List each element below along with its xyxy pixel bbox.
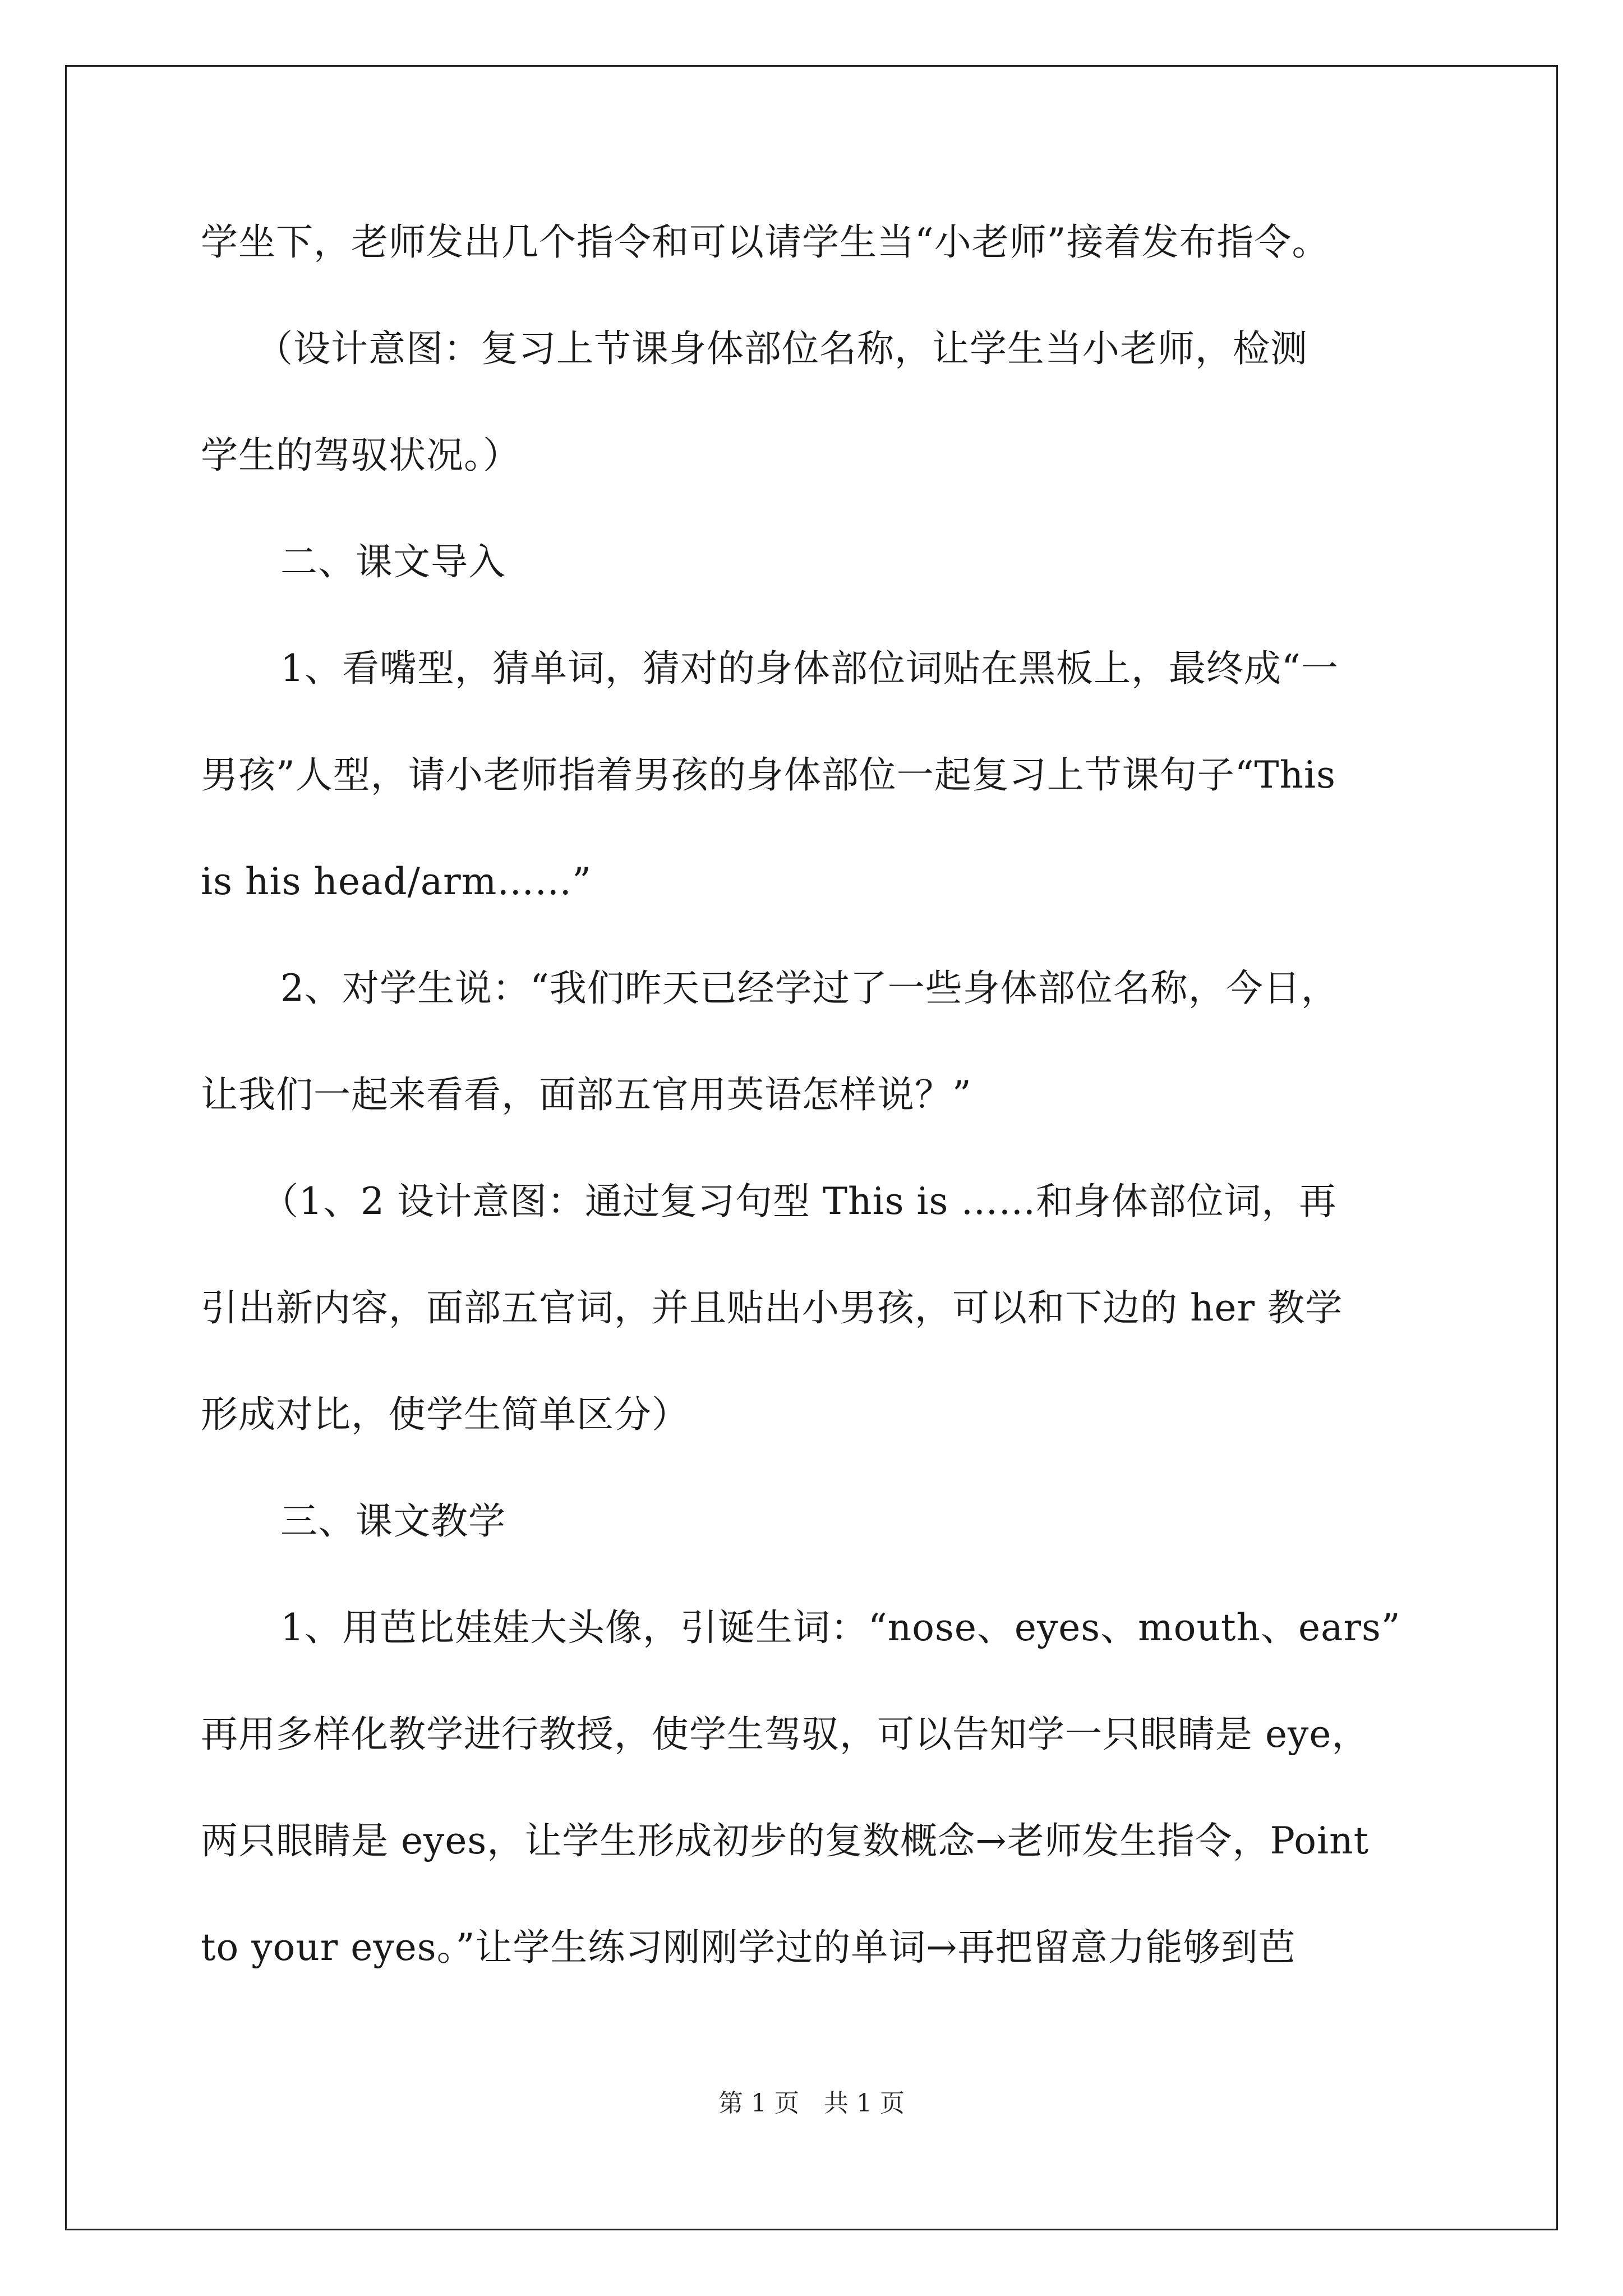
paragraph-line: 学坐下，老师发出几个指令和可以请学生当“小老师”接着发布指令。: [201, 220, 1330, 264]
paragraph-line: 男孩”人型，请小老师指着男孩的身体部位一起复习上节课句子“This: [201, 753, 1336, 797]
paragraph-line: 让我们一起来看看，面部五官用英语怎样说？”: [201, 1073, 972, 1116]
paragraph-line: （1、2 设计意图：通过复习句型 This is ……和身体部位词，再: [261, 1180, 1337, 1223]
section-heading: 三、课文教学: [280, 1499, 506, 1543]
paragraph-line: 再用多样化教学进行教授，使学生驾驭，可以告知学一只眼睛是 eye，: [201, 1713, 1370, 1756]
paragraph-line: 1、用芭比娃娃大头像，引诞生词：“nose、eyes、mouth、ears”: [280, 1606, 1401, 1649]
paragraph-line: is his head/arm……”: [201, 860, 592, 903]
paragraph-line: 引出新内容，面部五官词，并且贴出小男孩，可以和下边的 her 教学: [201, 1286, 1343, 1329]
paragraph-line: 学生的驾驭状况。）: [201, 434, 520, 477]
paragraph-line: （设计意图：复习上节课身体部位名称，让学生当小老师，检测: [256, 327, 1308, 370]
paragraph-line: 形成对比，使学生简单区分）: [201, 1393, 689, 1436]
paragraph-line: to your eyes。”让学生练习刚刚学过的单词→再把留意力能够到芭: [201, 1926, 1296, 1969]
paragraph-line: 2、对学生说：“我们昨天已经学过了一些身体部位名称，今日，: [280, 967, 1339, 1010]
paragraph-line: 两只眼睛是 eyes，让学生形成初步的复数概念→老师发生指令，Point: [201, 1819, 1370, 1862]
section-heading: 二、课文导入: [280, 540, 506, 583]
page-frame: [65, 65, 1558, 2230]
page-footer: 第 1 页 共 1 页: [718, 2089, 905, 2118]
paragraph-line: 1、看嘴型，猜单词，猜对的身体部位词贴在黑板上，最终成“一: [280, 647, 1339, 690]
